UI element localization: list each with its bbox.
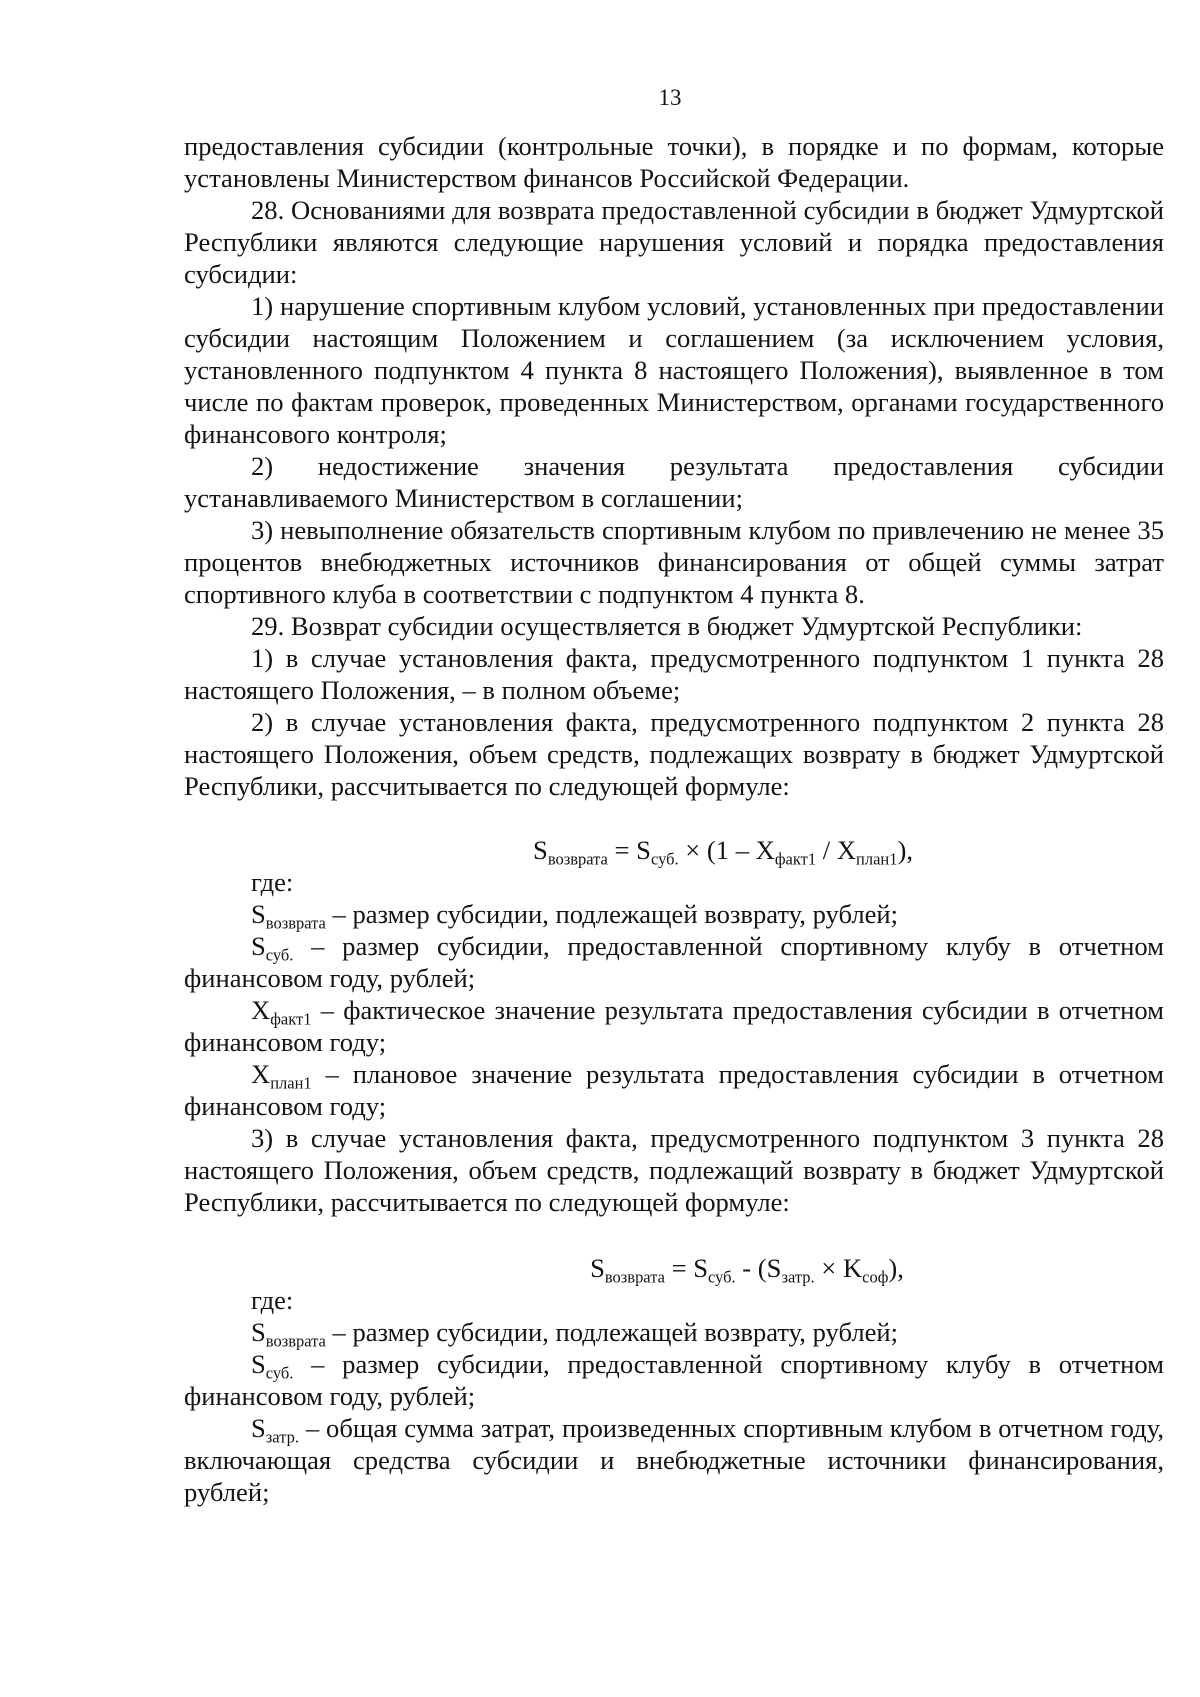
definition-item [184, 1058, 1164, 1122]
definition-subscript: возврата [265, 913, 326, 933]
definition-item [184, 930, 1164, 994]
formula-subscript: факт1 [774, 849, 817, 869]
formula-subscript: возврата [604, 1267, 665, 1287]
paragraph: 3) в случае установления факта, предусмотренного подпунктом 3 пункта 28 настоящего Положения, объем средств, подлежащий возврату в бюджет Удмуртской Республики, рассчитывается по следующей формуле: [184, 1123, 1164, 1217]
definition-item [184, 898, 1164, 933]
definition-symbol: S [251, 1349, 266, 1379]
definition-subscript: возврата [265, 1331, 326, 1351]
definition-item [184, 1348, 1164, 1412]
definition-symbol: X [251, 1059, 271, 1089]
definition-symbol: S [251, 1413, 266, 1443]
formula-symbol: K [842, 1253, 863, 1283]
formula-symbol: S [533, 835, 548, 865]
formula-subscript: план1 [856, 849, 898, 869]
definition-subscript: суб. [265, 945, 294, 965]
definition-symbol: X [251, 995, 271, 1025]
definition-text: – плановое значение результата предоставления субсидии в отчетном финансовом году; [184, 1059, 1164, 1121]
definition-text: – размер субсидии, подлежащей возврату, рублей; [325, 1317, 899, 1347]
formula-operator: - ( [735, 1253, 767, 1283]
formula-operator: = [607, 835, 637, 865]
definition-symbol: S [251, 931, 266, 961]
formula-symbol: S [766, 1253, 782, 1283]
definition-text: – размер субсидии, предоставленной спортивному клубу в отчетном финансовом году, рублей; [184, 1349, 1164, 1411]
formula-subscript: соф [862, 1267, 889, 1287]
formula-operator: ), [897, 835, 913, 865]
formula-return-amount-2 [184, 1252, 1164, 1287]
paragraph: 1) нарушение спортивным клубом условий, установленных при предоставлении субсидии настоящим Положением и соглашением (за исключением условия, установленного подпунктом 4 пункта 8 настоящего Положения), выявленное в том числе по фактам проверок, проведенных Министерством, органами государственного финансового контроля; [184, 291, 1164, 449]
where-label: где: [251, 867, 294, 897]
formula-return-amount-1 [184, 834, 1164, 869]
formula-subscript: суб. [650, 849, 679, 869]
definition-text: – фактическое значение результата предоставления субсидии в отчетном финансовом году; [184, 995, 1164, 1057]
paragraph: 2) недостижение значения результата предоставления субсидии устанавливаемого Министерством в соглашении; [184, 451, 1164, 513]
paragraph: предоставления субсидии (контрольные точки), в порядке и по формам, которые установлены Министерством финансов Российской Федерации. [184, 131, 1164, 193]
definition-item [184, 1316, 1164, 1351]
paragraph: 28. Основаниями для возврата предоставленной субсидии в бюджет Удмуртской Республики являются следующие нарушения условий и порядка предоставления субсидии: [184, 195, 1164, 289]
formula-symbol: S [636, 835, 651, 865]
formula-subscript: суб. [708, 1267, 736, 1287]
formula-operator: = [664, 1253, 694, 1283]
formula-symbol: S [590, 1253, 605, 1283]
formula-symbol: S [693, 1253, 709, 1283]
paragraph: 29. Возврат субсидии осуществляется в бюджет Удмуртской Республики: [251, 611, 1083, 641]
definition-symbol: S [251, 899, 266, 929]
formula-operator: × [814, 1253, 843, 1283]
formula-operator: / [816, 835, 837, 865]
where-label: где: [251, 1285, 294, 1315]
formula-subscript: затр. [781, 1267, 815, 1287]
definition-subscript: план1 [270, 1073, 312, 1093]
definition-text: – размер субсидии, предоставленной спортивному клубу в отчетном финансовом году, рублей; [184, 931, 1164, 993]
definition-item [184, 994, 1164, 1058]
paragraph: 1) в случае установления факта, предусмотренного подпунктом 1 пункта 28 настоящего Положения, – в полном объеме; [184, 643, 1164, 705]
definition-text: – размер субсидии, подлежащей возврату, рублей; [325, 899, 899, 929]
definition-item [184, 1412, 1164, 1508]
page-number: 13 [658, 85, 682, 110]
paragraph: 2) в случае установления факта, предусмотренного подпунктом 2 пункта 28 настоящего Положения, объем средств, подлежащих возврату в бюджет Удмуртской Республики, рассчитывается по следующей формуле: [184, 707, 1164, 801]
definition-subscript: суб. [265, 1363, 294, 1383]
paragraph: 3) невыполнение обязательств спортивным клубом по привлечению не менее 35 процентов внебюджетных источников финансирования от общей суммы затрат спортивного клуба в соответствии с подпунктом 4 пункта 8. [184, 515, 1164, 609]
definition-symbol: S [251, 1317, 266, 1347]
formula-operator: × (1 – [678, 835, 756, 865]
formula-symbol: X [755, 835, 775, 865]
document-body [184, 130, 1164, 1508]
formula-subscript: возврата [547, 849, 608, 869]
definition-text: – общая сумма затрат, произведенных спортивным клубом в отчетном году, включающая средства субсидии и внебюджетные источники финансирования, рублей; [184, 1413, 1164, 1507]
definition-subscript: затр. [265, 1427, 299, 1447]
formula-operator: ), [888, 1253, 904, 1283]
formula-symbol: X [836, 835, 857, 865]
definition-subscript: факт1 [270, 1009, 312, 1029]
